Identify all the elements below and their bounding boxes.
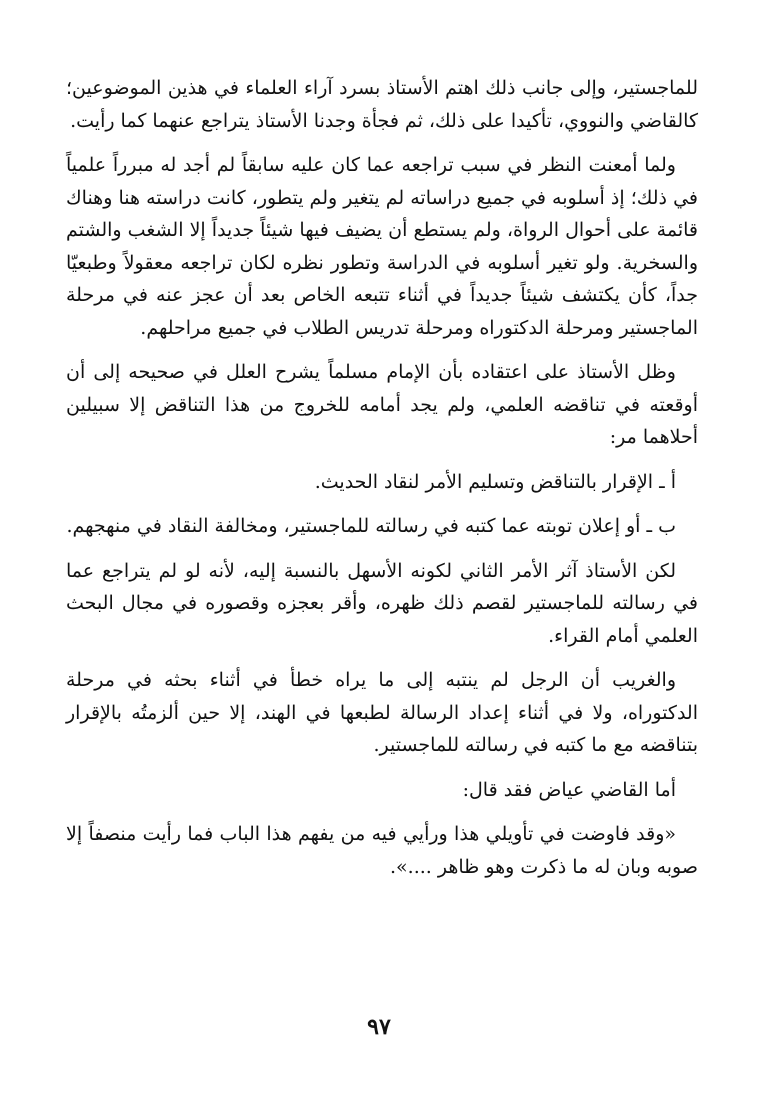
paragraph-1: للماجستير، وإلى جانب ذلك اهتم الأستاذ بسرد آراء العلماء في هذين الموضوعين؛ كالقاضي والنووي، تأكيدا على ذلك، ثم فجأة وجدنا الأستاذ يتراجع عنهما كما رأيت.: [66, 77, 698, 132]
page-number: ٩٧: [367, 1014, 391, 1040]
paragraph-3: وظل الأستاذ على اعتقاده بأن الإمام مسلماً يشرح العلل في صحيحه إلى أن أوقعته في تناقضه العلمي، ولم يجد أمامه للخروج من هذا التناقض إلا سبيلين أحلاهما مر:: [66, 361, 698, 448]
paragraph-6: أما القاضي عياض فقد قال:: [462, 778, 676, 801]
list-item-b: ب ـ أو إعلان توبته عما كتبه في رسالته للماجستير، ومخالفة النقاد في منهجهم.: [66, 515, 676, 537]
quote-paragraph: «وقد فاوضت في تأويلي هذا ورأيي فيه من يفهم هذا الباب فما رأيت منصفاً إلا صوبه وبان له ما ذكرت وهو ظاهر ....».: [66, 823, 698, 878]
paragraph-4: لكن الأستاذ آثر الأمر الثاني لكونه الأسهل بالنسبة إليه، لأنه لو لم يتراجع عما في رسالته للماجستير لقصم ذلك ظهره، وأقر بعجزه وقصوره في مجال البحث العلمي أمام القراء.: [66, 559, 698, 647]
paragraph-5: والغريب أن الرجل لم ينتبه إلى ما يراه خطأ في أثناء بحثه في مرحلة الدكتوراه، ولا في أثناء إعداد الرسالة لطبعها في الهند، إلا حين ألزمتُه بالإقرار بتناقضه مع ما كتبه في رسالته للماجستير.: [66, 669, 698, 756]
page-body: [66, 72, 698, 895]
paragraph-2: ولما أمعنت النظر في سبب تراجعه عما كان عليه سابقاً لم أجد له مبرراً علمياً في ذلك؛ إذ أسلوبه في جميع دراساته لم يتغير ولم يتطور، كانت دراسته هنا وهناك قائمة على أحوال الرواة، ولم يستطع أن يضيف فيها شيئاً جديداً إلا الشغب والشتم والسخرية. ولو تغير أسلوبه في الدراسة وتطور نظره لكان تراجعه معقولاً وطبعيّا جداً، كأن يكتشف شيئاً جديداً في أثناء تتبعه الخاص بعد أن عجز عنه في مرحلة الماجستير ومرحلة الدكتوراه ومرحلة تدريس الطلاب في جميع مراحلهم.: [66, 154, 698, 339]
list-item-a: أ ـ الإقرار بالتناقض وتسليم الأمر لنقاد الحديث.: [314, 470, 676, 493]
